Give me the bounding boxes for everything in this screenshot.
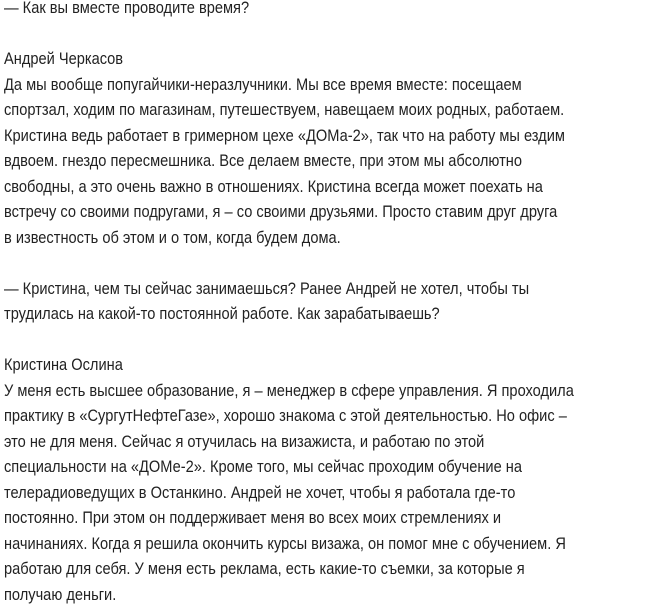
paragraph-gap — [4, 21, 670, 47]
answer-line: телерадиоведущих в Останкино. Андрей не хочет, чтобы я работала где-то — [4, 480, 577, 506]
answer-line: работаю для себя. У меня есть реклама, есть какие-то съемки, за которые я — [4, 556, 577, 582]
answer-line: практику в «СургутНефтеГазе», хорошо знакома с этой деятельностью. Но офис – — [4, 403, 577, 429]
answer-line: Кристина ведь работает в гримерном цехе «ДОМа-2», так что на работу мы ездим — [4, 123, 577, 149]
answer-2 — [4, 378, 670, 607]
speaker-name: Кристина Ослина — [4, 352, 577, 378]
answer-line: получаю деньги. — [4, 582, 577, 607]
question-line: — Кристина, чем ты сейчас занимаешься? Ранее Андрей не хотел, чтобы ты — [4, 276, 577, 302]
answer-1 — [4, 72, 670, 251]
answer-line: вдвоем. гнездо пересмешника. Все делаем вместе, при этом мы абсолютно — [4, 148, 577, 174]
question-line: — Как вы вместе проводите время? — [4, 0, 577, 21]
question-2 — [4, 276, 670, 327]
answer-line: специальности на «ДОМе-2». Кроме того, мы сейчас проходим обучение на — [4, 454, 577, 480]
answer-line: начинаниях. Когда я решила окончить курсы визажа, он помог мне с обучением. Я — [4, 531, 577, 557]
speaker-name: Андрей Черкасов — [4, 46, 577, 72]
question-line: трудилась на какой-то постоянной работе. Как зарабатываешь? — [4, 301, 577, 327]
answer-line: свободны, а это очень важно в отношениях. Кристина всегда может поехать на — [4, 174, 577, 200]
answer-line: У меня есть высшее образование, я – менеджер в сфере управления. Я проходила — [4, 378, 577, 404]
paragraph-gap — [4, 327, 670, 353]
question-1 — [4, 0, 670, 21]
answer-line: в известность об этом и о том, когда будем дома. — [4, 225, 577, 251]
paragraph-gap — [4, 250, 670, 276]
speaker-name-2 — [4, 352, 670, 378]
speaker-name-1 — [4, 46, 670, 72]
answer-line: это не для меня. Сейчас я отучилась на визажиста, и работаю по этой — [4, 429, 577, 455]
answer-line: Да мы вообще попугайчики-неразлучники. Мы все время вместе: посещаем — [4, 72, 577, 98]
answer-line: постоянно. При этом он поддерживает меня во всех моих стремлениях и — [4, 505, 577, 531]
answer-line: спортзал, ходим по магазинам, путешествуем, навещаем моих родных, работаем. — [4, 97, 577, 123]
answer-line: встречу со своими подругами, я – со своими друзьями. Просто ставим друг друга — [4, 199, 577, 225]
